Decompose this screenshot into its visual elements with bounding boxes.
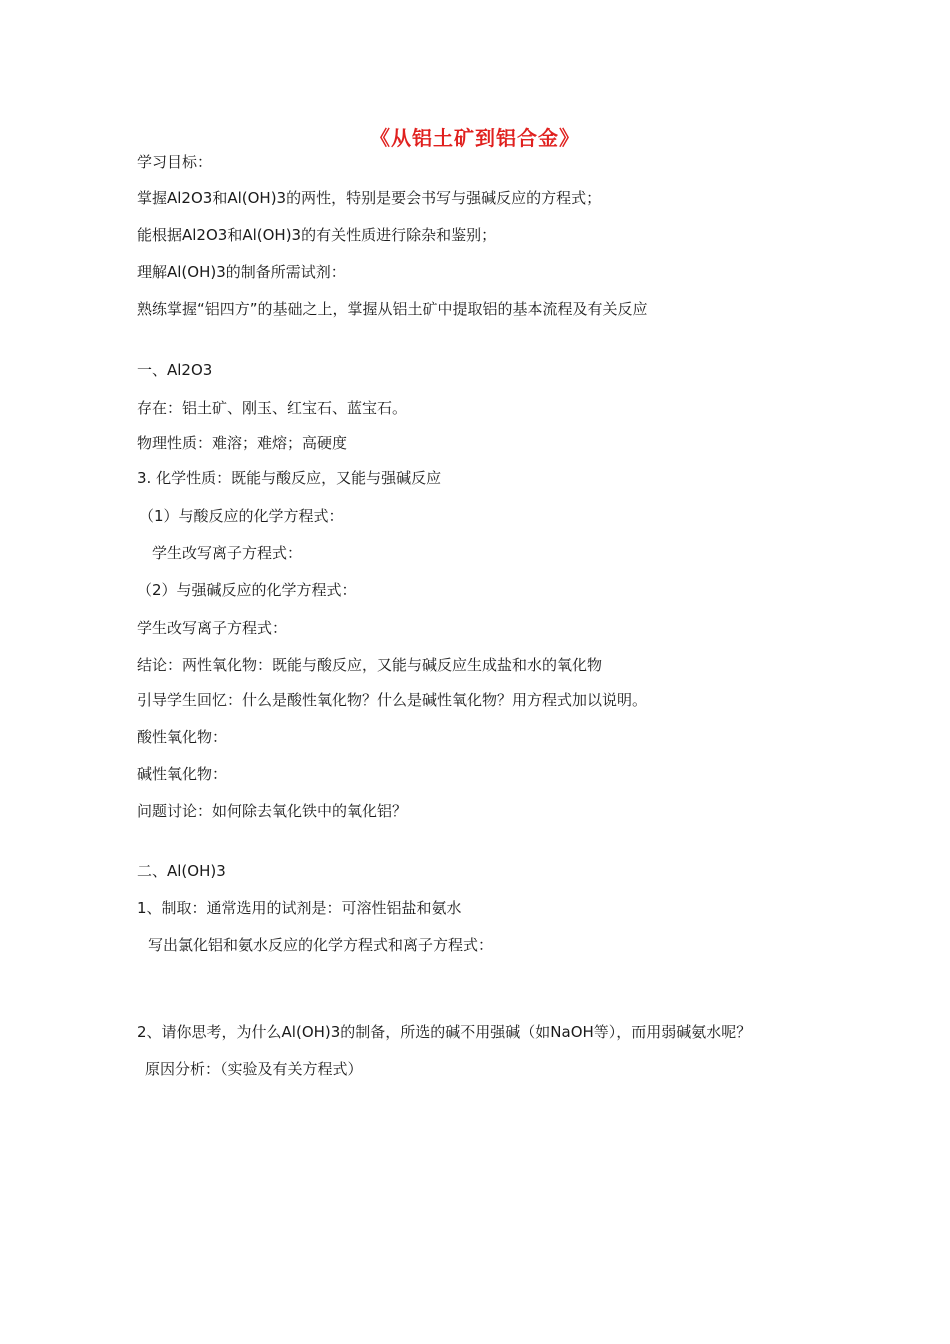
section2-heading: 二、Al(OH)3 xyxy=(137,862,226,880)
section1-line: 问题讨论：如何除去氧化铁中的氧化铝？ xyxy=(137,802,408,820)
section1-line: 3. 化学性质：既能与酸反应，又能与强碱反应 xyxy=(137,469,442,487)
document-title: 《从铝土矿到铝合金》 xyxy=(370,126,580,150)
objective-item: 掌握Al2O3和Al(OH)3的两性，特别是要会书写与强碱反应的方程式； xyxy=(137,189,602,207)
section1-line: 碱性氧化物： xyxy=(137,765,228,783)
section1-line: 引导学生回忆：什么是酸性氧化物？什么是碱性氧化物？用方程式加以说明。 xyxy=(137,691,648,709)
section1-line: 物理性质：难溶；难熔；高硬度 xyxy=(137,434,348,452)
section1-line: 存在：铝土矿、刚玉、红宝石、蓝宝石。 xyxy=(137,399,408,417)
section2-line: 2、请你思考，为什么Al(OH)3的制备，所选的碱不用强碱（如NaOH等），而用弱碱氨水呢？ xyxy=(137,1023,752,1041)
objective-item: 理解Al(OH)3的制备所需试剂： xyxy=(137,263,346,281)
section2-line: 写出氯化铝和氨水反应的化学方程式和离子方程式： xyxy=(148,936,494,954)
section1-line: 学生改写离子方程式： xyxy=(137,619,288,637)
section1-line: （2）与强碱反应的化学方程式： xyxy=(137,581,357,599)
section2-line: 1、制取：通常选用的试剂是：可溶性铝盐和氨水 xyxy=(137,899,462,917)
objective-item: 熟练掌握“铝四方”的基础之上，掌握从铝土矿中提取铝的基本流程及有关反应 xyxy=(137,300,648,318)
section1-line: （1）与酸反应的化学方程式： xyxy=(139,507,344,525)
section1-heading: 一、Al2O3 xyxy=(137,361,213,379)
section1-line: 酸性氧化物： xyxy=(137,728,228,746)
section1-line: 学生改写离子方程式： xyxy=(152,544,303,562)
section2-line: 原因分析：（实验及有关方程式） xyxy=(145,1060,363,1078)
section1-line: 结论：两性氧化物：既能与酸反应，又能与碱反应生成盐和水的氧化物 xyxy=(137,656,603,674)
objective-item: 能根据Al2O3和Al(OH)3的有关性质进行除杂和鉴别； xyxy=(137,226,497,244)
objectives-heading: 学习目标： xyxy=(137,153,213,171)
